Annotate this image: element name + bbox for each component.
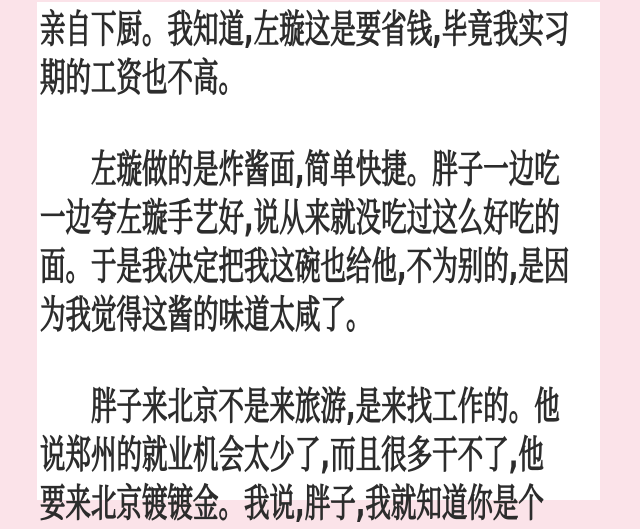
- text-line: 胖子来北京不是来旅游,是来找工作的。他: [91, 384, 560, 431]
- paragraph: [40, 6, 596, 103]
- text-line: 亲自下厨。我知道,左璇这是要省钱,毕竟我实习: [40, 7, 570, 54]
- reading-surface[interactable]: [37, 2, 600, 528]
- text-line: 一边夸左璇手艺好,说从来就没吃过这么好吃的: [40, 196, 560, 242]
- paragraph: [40, 146, 596, 341]
- text-line: 期的工资也不高。: [40, 56, 245, 102]
- text-line: 要来北京镀镀金。我说,胖子,我就知道你是个: [40, 481, 544, 528]
- text-line: 说郑州的就业机会太少了,而且很多干不了,他: [40, 433, 544, 479]
- text-line: 左璇做的是炸酱面,简单快捷。胖子一边吃: [91, 147, 560, 193]
- text-line: 面。于是我决定把我这碗也给他,不为别的,是因: [40, 244, 570, 291]
- text-line: 为我觉得这酱的味道太咸了。: [40, 293, 372, 339]
- paragraph: [40, 383, 596, 529]
- novel-text-block: [40, 6, 596, 529]
